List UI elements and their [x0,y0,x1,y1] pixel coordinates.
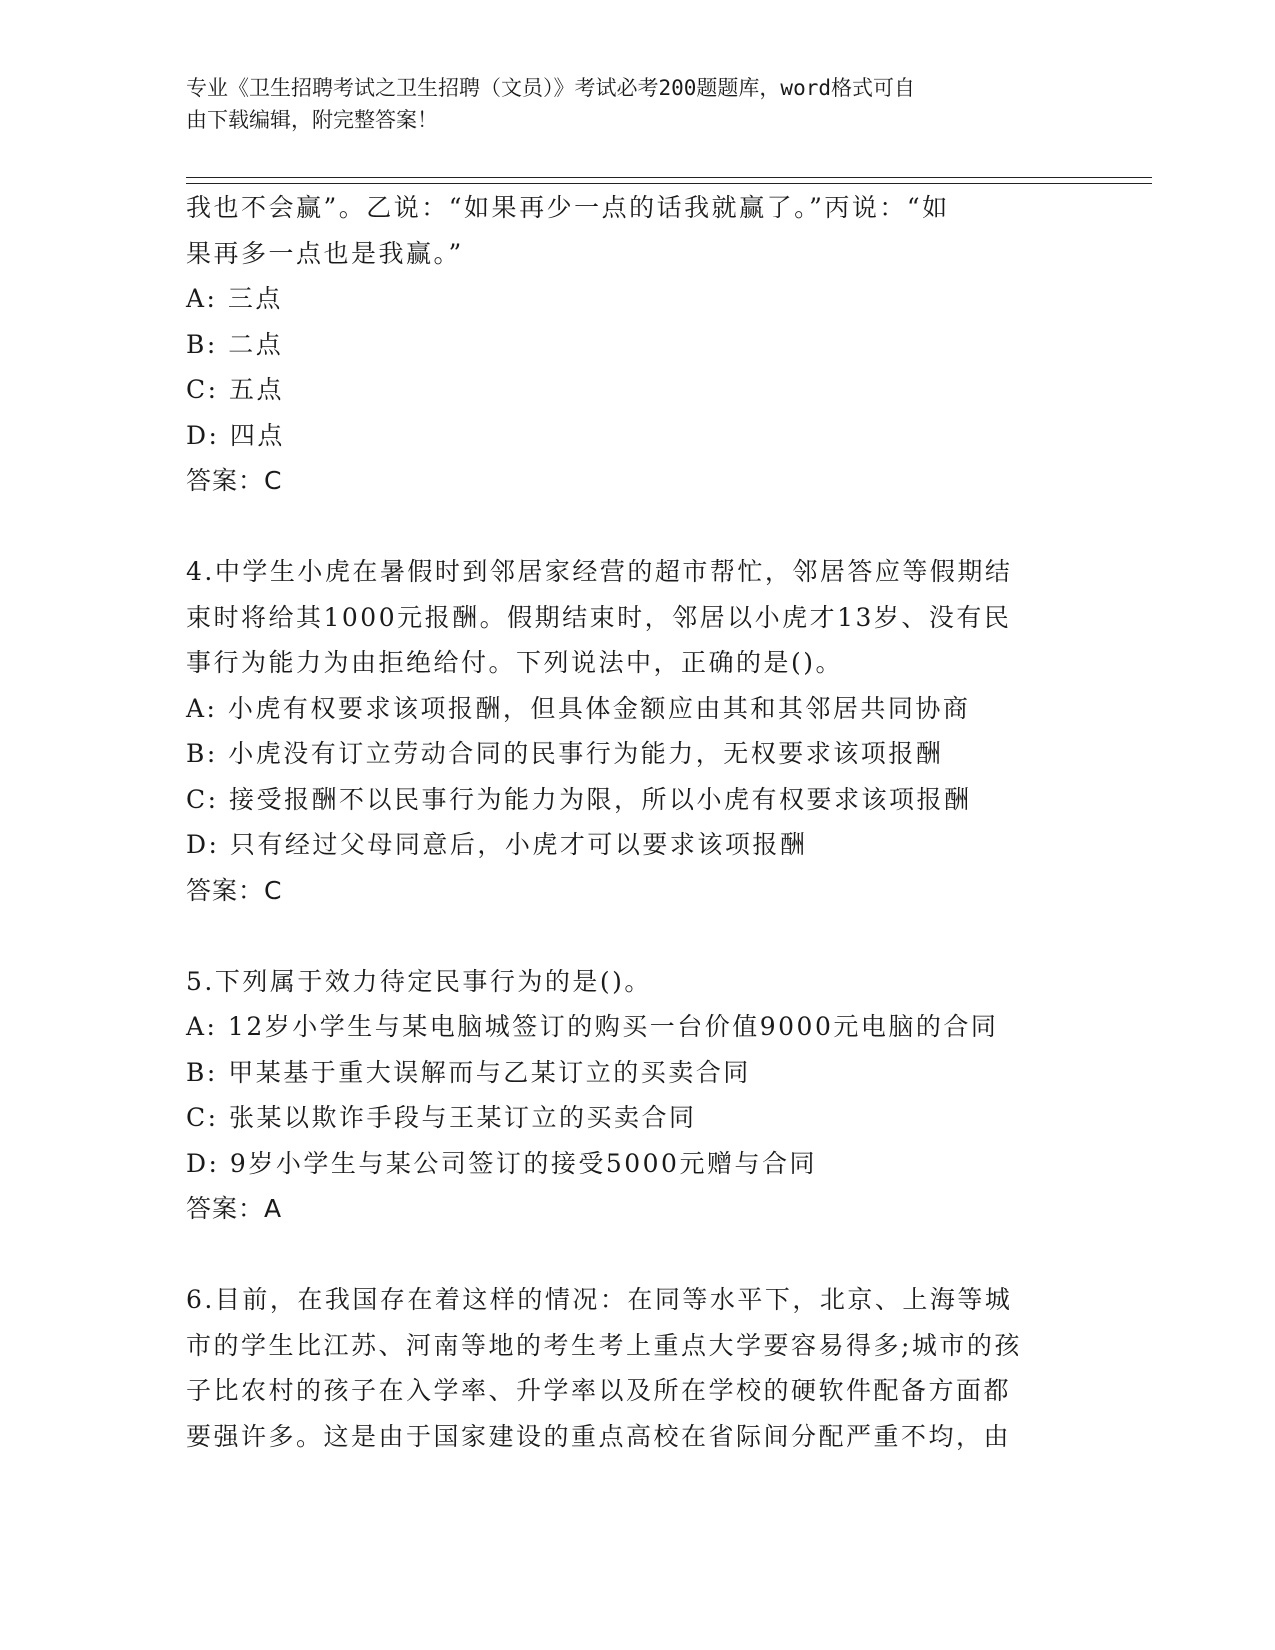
question-text-line: 要强许多。这是由于国家建设的重点高校在省际间分配严重不均，由 [186,1421,1012,1451]
question-text-line: 5.下列属于效力待定民事行为的是()。 [186,966,652,996]
option-b: B: 甲某基于重大误解而与乙某订立的买卖合同 [186,1057,751,1087]
option-c: C: 五点 [186,375,284,404]
option-c: C: 接受报酬不以民事行为能力为限，所以小虎有权要求该项报酬 [186,784,972,814]
question-text-line: 6.目前，在我国存在着这样的情况：在同等水平下，北京、上海等城 [186,1285,1013,1314]
option-a: A: 小虎有权要求该项报酬，但具体金额应由其和其邻居共同协商 [186,693,971,723]
question-6 [186,1277,1086,1459]
header-rule-bottom [186,183,1152,184]
option-d: D: 四点 [186,420,285,450]
question-text-line: 事行为能力为由拒绝给付。下列说法中，正确的是()。 [186,648,844,677]
spacer [186,1232,1086,1278]
header-line-1: 专业《卫生招聘考试之卫生招聘（文员）》考试必考200题题库，word格式可自 [186,76,915,100]
option-b: B: 二点 [186,329,284,359]
answer-label: 答案：C [186,466,283,495]
question-text-line: 束时将给其1000元报酬。假期结束时，邻居以小虎才13岁、没有民 [186,602,1012,632]
question-text-line: 我也不会赢”。乙说：“如果再少一点的话我就赢了。”丙说：“如 [186,193,950,222]
question-text-line: 市的学生比江苏、河南等地的考生考上重点大学要容易得多;城市的孩 [186,1330,1022,1360]
option-d: D: 只有经过父母同意后，小虎才可以要求该项报酬 [186,830,808,859]
spacer [186,913,1086,959]
header-line-2: 由下载编辑，附完整答案！ [186,108,438,132]
header-rule-top [186,177,1152,178]
answer-label: 答案：A [186,1194,283,1223]
spacer [186,504,1086,550]
option-a: A: 12岁小学生与某电脑城签订的购买一台价值9000元电脑的合同 [186,1012,999,1041]
question-4 [186,549,1086,913]
option-d: D: 9岁小学生与某公司签订的接受5000元赠与合同 [186,1148,817,1178]
question-text-line: 子比农村的孩子在入学率、升学率以及所在学校的硬软件配备方面都 [186,1376,1012,1405]
option-c: C: 张某以欺诈手段与王某订立的买卖合同 [186,1103,697,1132]
question-text-line: 4.中学生小虎在暑假时到邻居家经营的超市帮忙，邻居答应等假期结 [186,557,1013,586]
option-b: B: 小虎没有订立劳动合同的民事行为能力，无权要求该项报酬 [186,739,944,768]
document-body [186,185,1086,1459]
question-5 [186,959,1086,1232]
question-3-continued [186,185,1086,504]
document-header [186,72,1066,136]
option-a: A: 三点 [186,284,283,313]
question-text-line: 果再多一点也是我赢。” [186,238,464,268]
answer-label: 答案：C [186,875,283,905]
